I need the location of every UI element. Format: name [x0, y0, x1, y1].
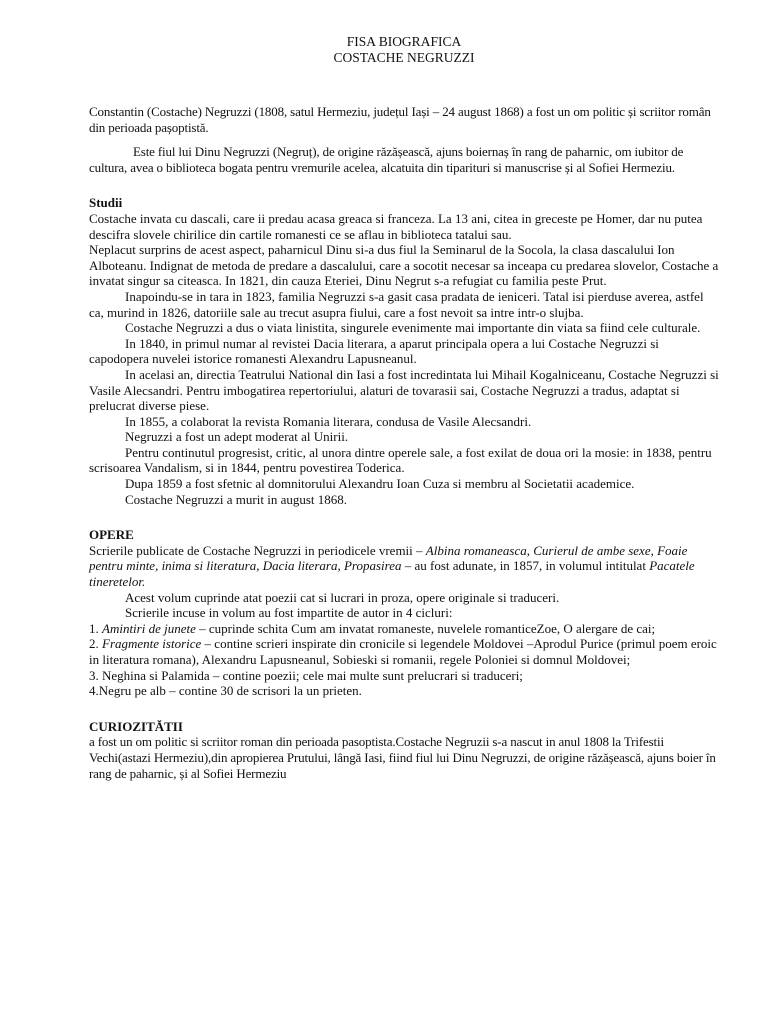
studii-paragraph: Pentru continutul progresist, critic, al unora dintre operele sale, a fost exilat de doua ori la mosie: in 1838, pentru scrisoarea Vandalism, si in 1844, pentru povestirea Toderica.: [89, 444, 712, 476]
cycle-number: 2.: [89, 636, 102, 652]
cycle-item: 3. Neghina si Palamida – contine poezii; cele mai multe sunt prelucrari si traduceri;: [89, 667, 523, 683]
cycle-text: – contine scrieri inspirate din cronicile si legendele Moldovei –Aprodul Purice (primul poem eroic in literatura romana), Alexandru Lapusneanul, Sobieski si romanii, regele Poloniei si domnul Moldovei;: [89, 636, 717, 667]
studii-paragraph: In acelasi an, directia Teatrului National din Iasi a fost incredintata lui Mihail Kogalniceanu, Costache Negruzzi si Vasile Alecsandri. Pentru imbogatirea repertoriului, alaturi de tovarasii sai, Costache Negruzzi a tradus, adaptat si prelucrat diverse piese.: [89, 366, 719, 414]
intro-paragraph: Constantin (Costache) Negruzzi (1808, satul Hermeziu, județul Iași – 24 august 1868) a fost un om politic și scriitor român din perioada pașoptistă.: [89, 104, 711, 135]
studii-paragraph: Negruzzi a fost un adept moderat al Unirii.: [125, 429, 349, 445]
periodical-title: Dacia literara: [262, 558, 338, 574]
title-block: [89, 34, 719, 66]
studii-paragraph: Neplacut surprins de acest aspect, paharnicul Dinu si-a dus fiul la Seminarul de la Socola, la clasa dascalului Ion Alboteanu. Indignat de metoda de predare a dascalului, care a socotit necesar sa inceapa cu predarea slovelor, Costache a invatat singur sa citeasca. In 1821, din cauza Eteriei, Dinu Negrut s-a refugiat cu familia peste Prut.: [89, 242, 719, 289]
periodical-title: Foaie pentru minte, inima si literatura: [89, 542, 688, 574]
document-title: FISA BIOGRAFICA: [346, 34, 462, 49]
volume-title: Pacatele tineretelor.: [89, 558, 695, 590]
periodical-title: Curierul de ambe sexe: [533, 542, 651, 558]
separator: ,: [256, 558, 263, 574]
cycle-item: [89, 636, 719, 667]
family-paragraph: Este fiul lui Dinu Negruzzi (Negruț), de origine răzășească, ajuns boiernaș în rang de paharnic, om iubitor de cultura, avea o biblioteca bogata pentru vremurile acelea, alcatuita din tiparituri si manuscrise și al Sofiei Hermeziu.: [89, 144, 684, 175]
studii-paragraph: Dupa 1859 a fost sfetnic al domnitorului Alexandru Ioan Cuza si membru al Societatii academice.: [125, 476, 635, 492]
section-heading-studii: Studii: [89, 195, 123, 211]
cycle-item: [89, 621, 719, 637]
opere-paragraph: [89, 543, 719, 590]
cycle-title: Amintiri de junete: [102, 620, 196, 636]
section-heading-curiozitati: CURIOZITĂTII: [89, 718, 183, 734]
separator: ,: [526, 542, 534, 558]
opere-text: – au fost adunate, in 1857, in volumul intitulat: [401, 558, 650, 574]
studii-paragraph: Costache Negruzzi a dus o viata linistita, singurele evenimente mai importante din viata sa fiind cele culturale.: [125, 320, 701, 336]
curiozitati-paragraph: a fost un om politic si scriitor roman din perioada pasoptista.Costache Negruzii s-a nascut in anul 1808 la Trifestii Vechi(astazi Hermeziu),din apropierea Prutului, lângă Iasi, fiind fiul lui Dinu Negruzzi, de origine răzășească, ajuns boier în rang de paharnic, și al Sofiei Hermeziu: [89, 734, 716, 781]
studii-paragraph: In 1855, a colaborat la revista Romania literara, condusa de Vasile Alecsandri.: [125, 413, 532, 429]
section-heading-opere: OPERE: [89, 527, 134, 543]
opere-paragraph: Scrierile incuse in volum au fost impartite de autor in 4 cicluri:: [125, 605, 453, 621]
document-page: [89, 34, 719, 781]
studii-paragraph: Costache Negruzzi a murit in august 1868.: [125, 491, 348, 507]
cycle-item: 4.Negru pe alb – contine 30 de scrisori la un prieten.: [89, 683, 362, 699]
studii-paragraph: Costache invata cu dascali, care ii predau acasa greaca si franceza. La 13 ani, citea in greceste pe Homer, dar nu putea descifra slovele chirilice din cartile romanesti ce se aflau in biblioteca tatalui sau.: [89, 210, 703, 242]
studii-paragraph: In 1840, in primul numar al revistei Dacia literara, a aparut principala opera a lui Costache Negruzzi si capodopera nuvelei istorice romanesti Alexandru Lapusneanul.: [89, 335, 659, 367]
studii-paragraph: Inapoindu-se in tara in 1823, familia Negruzzi s-a gasit casa pradata de ieniceri. Tatal isi pierduse averea, astfel ca, murind in 1826, datoriile sale au trecut asupra fiului, care a fost nevoit sa intre intr-o slujba.: [89, 288, 704, 320]
cycle-text: – cuprinde schita Cum am invatat romaneste, nuvelele romanticeZoe, O alergare de cai;: [195, 620, 656, 636]
separator: ,: [337, 558, 344, 574]
periodical-title: Propasirea: [343, 558, 402, 574]
periodical-title: Albina romaneasca: [425, 542, 527, 558]
opere-paragraph: Acest volum cuprinde atat poezii cat si lucrari in proza, opere originale si traduceri.: [125, 589, 560, 605]
cycle-number: 1.: [89, 620, 102, 636]
cycle-title: Fragmente istorice: [102, 636, 202, 652]
separator: ,: [650, 542, 658, 558]
document-subtitle: COSTACHE NEGRUZZI: [333, 50, 475, 65]
opere-text: Scrierile publicate de Costache Negruzzi in periodicele vremii –: [89, 542, 426, 558]
